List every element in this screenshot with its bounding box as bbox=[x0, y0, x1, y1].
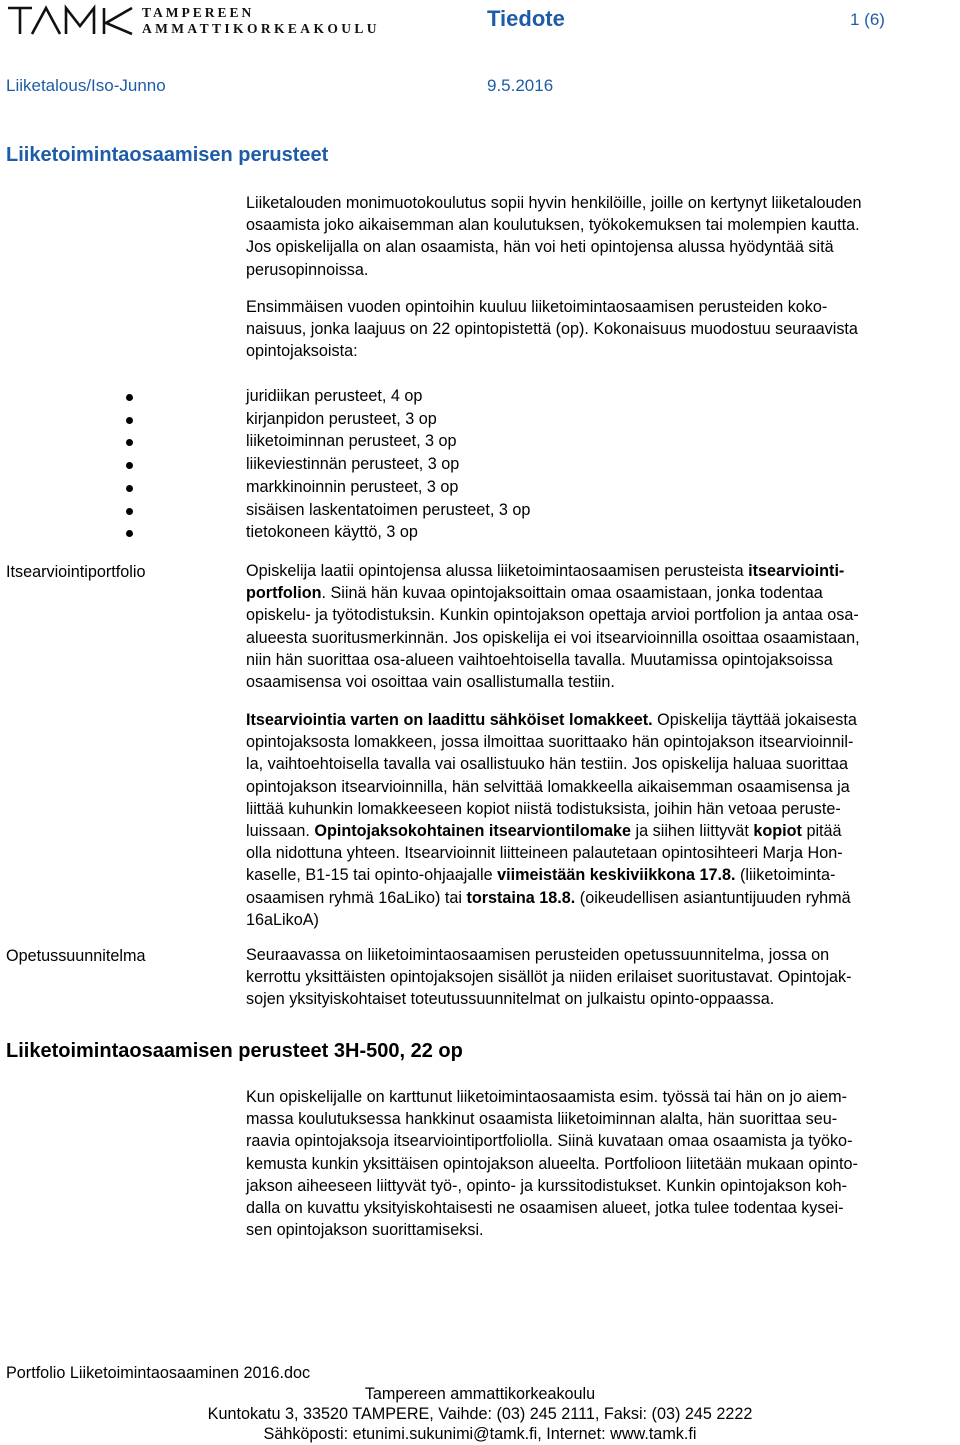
portfolio-paragraph bbox=[246, 560, 952, 693]
text-run: luissaan. bbox=[246, 822, 315, 841]
text-line: niin hän suorittaa osa-alueen vaihtoehtoisella tavalla. Muutamissa opintojaksoissa bbox=[246, 650, 833, 669]
bold-text: Opintojaksokohtainen itsearviontilomake bbox=[314, 822, 632, 841]
text-line: sen opintojakson suorittamiseksi. bbox=[246, 1221, 484, 1240]
section-title: Liiketoimintaosaamisen perusteet bbox=[6, 144, 329, 166]
text-line: olla nidottuna yhteen. Itsearvioinnit liitteineen palautetaan opintosihteeri Marja Hon- bbox=[246, 844, 843, 863]
list-item bbox=[126, 408, 530, 431]
bullet-icon bbox=[126, 530, 133, 537]
curriculum-side-label: Opetussuunnitelma bbox=[6, 947, 146, 965]
list-item bbox=[126, 499, 530, 522]
self-assessment-paragraph bbox=[246, 709, 952, 931]
course-label: liiketoiminnan perusteet, 3 op bbox=[246, 432, 457, 451]
text-line: osaamista joko aikaisemman alan koulutuksen, työkokemuksen tai molempien kautta. bbox=[246, 216, 860, 235]
bullet-icon bbox=[126, 508, 133, 515]
list-item bbox=[126, 385, 530, 408]
text-run: osaamisen ryhmä 16aLiko) tai bbox=[246, 888, 467, 907]
text-line: liittää kuhunkin lomakkeeseen kopiot niistä todistuksista, joihin hän vetoaa peruste- bbox=[246, 799, 841, 818]
text-line bbox=[246, 887, 952, 909]
page-number: 1 (6) bbox=[850, 10, 885, 29]
text-line: opintojaksoista: bbox=[246, 342, 358, 361]
text-run: Opiskelija laatii opintojensa alussa liiketoimintaosaamisen perusteista bbox=[246, 562, 749, 580]
text-line: dalla on kuvattu yksityiskohtaisesti ne osaamisen alueet, jotka tulee todentaa kysei- bbox=[246, 1199, 844, 1218]
text-run: (liiketoiminta- bbox=[735, 866, 836, 885]
bold-text: Itsearviointia varten on laadittu sähköiset lomakkeet. bbox=[246, 711, 653, 729]
course-label: liikeviestinnän perusteet, 3 op bbox=[246, 455, 460, 474]
text-line bbox=[246, 582, 952, 604]
list-item bbox=[126, 430, 530, 453]
text-line: perusopinnoissa. bbox=[246, 260, 369, 279]
text-line: Seuraavassa on liiketoimintaosaamisen perusteiden opetussuunnitelma, jossa on bbox=[246, 946, 830, 964]
text-line: opintojaksosta lomakkeen, jossa ilmoittaa suorittaako hän opintojakson itsearvioinnil- bbox=[246, 733, 854, 752]
course-label: juridiikan perusteet, 4 op bbox=[246, 387, 423, 405]
bullet-icon bbox=[126, 485, 133, 492]
footer-contact: Sähköposti: etunimi.sukunimi@tamk.fi, Internet: www.tamk.fi bbox=[263, 1425, 697, 1443]
first-year-paragraph bbox=[246, 296, 952, 363]
text-run: ja siihen liittyvät bbox=[631, 822, 754, 841]
list-item bbox=[126, 453, 530, 476]
text-line: jakson aiheeseen liittyvät työ-, opinto- ja kurssitodistukset. Kunkin opintojakson koh- bbox=[246, 1176, 848, 1195]
text-run: (oikeudellisen asiantuntijuuden ryhmä bbox=[575, 888, 851, 907]
text-line bbox=[246, 820, 952, 842]
text-line: opintojakson itsearvioinnilla, hän selvittää lomakkeella aikaisemman osaamisensa ja bbox=[246, 777, 850, 796]
footer-filename: Portfolio Liiketoimintaosaaminen 2016.doc bbox=[6, 1364, 311, 1382]
text-run: pitää bbox=[801, 822, 842, 841]
bullet-icon bbox=[126, 417, 133, 424]
course-label: markkinoinnin perusteet, 3 op bbox=[246, 477, 459, 496]
text-line: kemusta kunkin yksittäisen opintojakson alueelta. Portfolioon liitetään mukaan opinto- bbox=[246, 1154, 858, 1173]
text-line: 16aLikoA) bbox=[246, 910, 319, 929]
text-line: osaamisensa voi osoittaa vain osallistumalla testiin. bbox=[246, 673, 615, 692]
text-line: kerrottu yksittäisten opintojaksojen sisällöt ja niiden erilaiset suoritustavat. Opintojak- bbox=[246, 968, 852, 987]
course-label: kirjanpidon perusteet, 3 op bbox=[246, 409, 437, 428]
text-line bbox=[246, 864, 952, 886]
tamk-logo-mark bbox=[6, 4, 136, 38]
text-line: opiskelu- ja työtodistuksin. Kunkin opintojakson opettaja arvioi portfolion ja antaa osa- bbox=[246, 606, 859, 625]
text-run: kaselle, B1-15 tai opinto-ohjaajalle bbox=[246, 866, 498, 885]
text-line: raavia opintojaksoja itsearviointiportfoliolla. Siinä kuvataan omaa osaamista ja työko- bbox=[246, 1132, 853, 1151]
text-line: la, vaihtoehtoisella tavalla vai osallistuuko hän testiin. Jos opiskelija haluaa suorittaa bbox=[246, 755, 848, 774]
list-item bbox=[126, 476, 530, 499]
text-line: alueesta suoritusmerkinnän. Jos opiskelija ei voi itsearvioinnilla osoittaa osaamistaan, bbox=[246, 628, 860, 647]
text-line: sojen yksityiskohtaiset toteutussuunnitelmat on julkaistu opinto-oppaassa. bbox=[246, 990, 775, 1009]
bold-text: itsearviointi- bbox=[748, 562, 845, 580]
portfolio-side-label: Itsearviointiportfolio bbox=[6, 563, 146, 581]
bullet-icon bbox=[126, 394, 133, 401]
text-line: Liiketalouden monimuotokoulutus sopii hyvin henkilöille, joille on kertynyt liiketalouden bbox=[246, 194, 862, 212]
course-list bbox=[126, 385, 530, 544]
text-run: Opiskelija täyttää jokaisesta bbox=[652, 711, 857, 729]
course-description bbox=[246, 1086, 952, 1241]
curriculum-paragraph bbox=[246, 944, 952, 1011]
text-line bbox=[246, 709, 952, 731]
text-line: Ensimmäisen vuoden opintoihin kuuluu liiketoimintaosaamisen perusteiden koko- bbox=[246, 298, 828, 316]
text-run: . Siinä hän kuvaa opintojaksoittain omaa osaamistaan, jonka todentaa bbox=[321, 584, 823, 603]
text-line: massa koulutuksessa hankkinut osaamista liiketoiminnan alalta, hän suorittaa seu- bbox=[246, 1110, 838, 1129]
footer-address: Kuntokatu 3, 33520 TAMPERE, Vaihde: (03) 245 2111, Faksi: (03) 245 2222 bbox=[207, 1405, 753, 1423]
bullet-icon bbox=[126, 439, 133, 446]
course-section-title: Liiketoimintaosaamisen perusteet 3H-500, 22 op bbox=[6, 1040, 463, 1062]
bold-text: kopiot bbox=[753, 822, 802, 841]
logo-text-line1: TAMPEREEN bbox=[142, 5, 255, 20]
bold-text: torstaina 18.8. bbox=[466, 888, 576, 907]
text-line: naisuus, jonka laajuus on 22 opintopistettä (op). Kokonaisuus muodostuu seuraavista bbox=[246, 320, 858, 339]
logo-text-line2: AMMATTIKORKEAKOULU bbox=[142, 21, 380, 36]
bold-text: viimeistään keskiviikkona 17.8. bbox=[497, 866, 736, 885]
tamk-logo bbox=[6, 4, 380, 38]
footer-organization: Tampereen ammattikorkeakoulu bbox=[364, 1385, 596, 1403]
course-label: sisäisen laskentatoimen perusteet, 3 op bbox=[246, 500, 531, 519]
course-label: tietokoneen käyttö, 3 op bbox=[246, 523, 418, 542]
text-line: Kun opiskelijalle on karttunut liiketoimintaosaamista esim. työssä tai hän on jo aiem- bbox=[246, 1088, 848, 1106]
bold-text: portfolion bbox=[246, 584, 322, 603]
text-line bbox=[246, 560, 952, 582]
list-item bbox=[126, 521, 530, 544]
document-date: 9.5.2016 bbox=[487, 76, 554, 95]
bullet-icon bbox=[126, 462, 133, 469]
text-line: Jos opiskelijalla on alan osaamista, hän voi heti opintojensa alussa hyödyntää sitä bbox=[246, 238, 834, 257]
department: Liiketalous/Iso-Junno bbox=[6, 76, 166, 95]
document-type: Tiedote bbox=[487, 6, 565, 31]
intro-paragraph bbox=[246, 192, 952, 281]
